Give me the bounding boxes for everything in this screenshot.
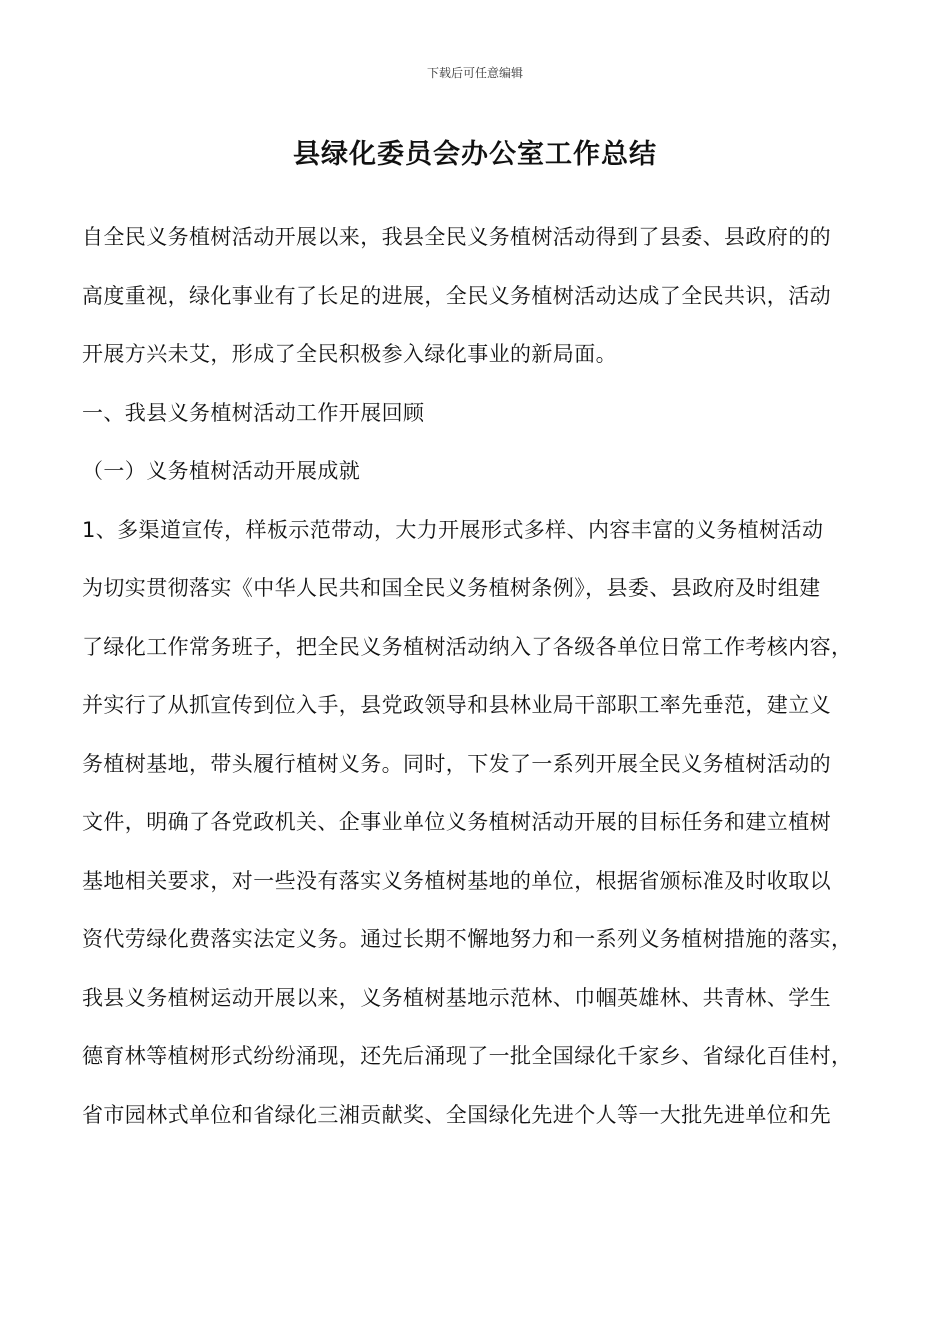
body-line: 为切实贯彻落实《中华人民共和国全民义务植树条例》，县委、县政府及时组建 (82, 576, 821, 600)
document-title: 县绿化委员会办公室工作总结 (293, 139, 657, 170)
document-body (82, 215, 882, 1151)
header-note: 下载后可任意编辑 (426, 66, 523, 80)
body-line: 并实行了从抓宣传到位入手，县党政领导和县林业局干部职工率先垂范，建立义 (82, 693, 831, 717)
item-heading: 1、多渠道宣传，样板示范带动，大力开展形式多样、内容丰富的义务植树活动 (82, 517, 824, 542)
body-line: 基地相关要求，对一些没有落实义务植树基地的单位，根据省颁标准及时收取以 (82, 868, 831, 893)
body-line: 德育林等植树形式纷纷涌现，还先后涌现了一批全国绿化千家乡、省绿化百佳村， (82, 1044, 853, 1068)
body-line: 开展方兴未艾，形成了全民积极参入绿化事业的新局面。 (82, 342, 617, 366)
subsection-heading: （一）义务植树活动开展成就 (82, 459, 361, 483)
body-line: 文件，明确了各党政机关、企事业单位义务植树活动开展的目标任务和建立植树 (82, 810, 831, 834)
body-line: 省市园林式单位和省绿化三湘贡献奖、全国绿化先进个人等一大批先进单位和先 (82, 1102, 831, 1127)
body-line: 了绿化工作常务班子，把全民义务植树活动纳入了各级各单位日常工作考核内容， (82, 634, 853, 659)
body-line: 自全民义务植树活动开展以来，我县全民义务植树活动得到了县委、县政府的的 (82, 225, 831, 249)
section-heading: 一、我县义务植树活动工作开展回顾 (82, 400, 425, 425)
body-line: 我县义务植树运动开展以来，义务植树基地示范林、巾帼英雄林、共青林、学生 (82, 985, 831, 1010)
body-line: 务植树基地，带头履行植树义务。同时，下发了一系列开展全民义务植树活动的 (82, 751, 831, 776)
body-line: 高度重视，绿化事业有了长足的进展，全民义务植树活动达成了全民共识，活动 (82, 283, 831, 308)
body-line: 资代劳绿化费落实法定义务。通过长期不懈地努力和一系列义务植树措施的落实， (82, 927, 853, 951)
